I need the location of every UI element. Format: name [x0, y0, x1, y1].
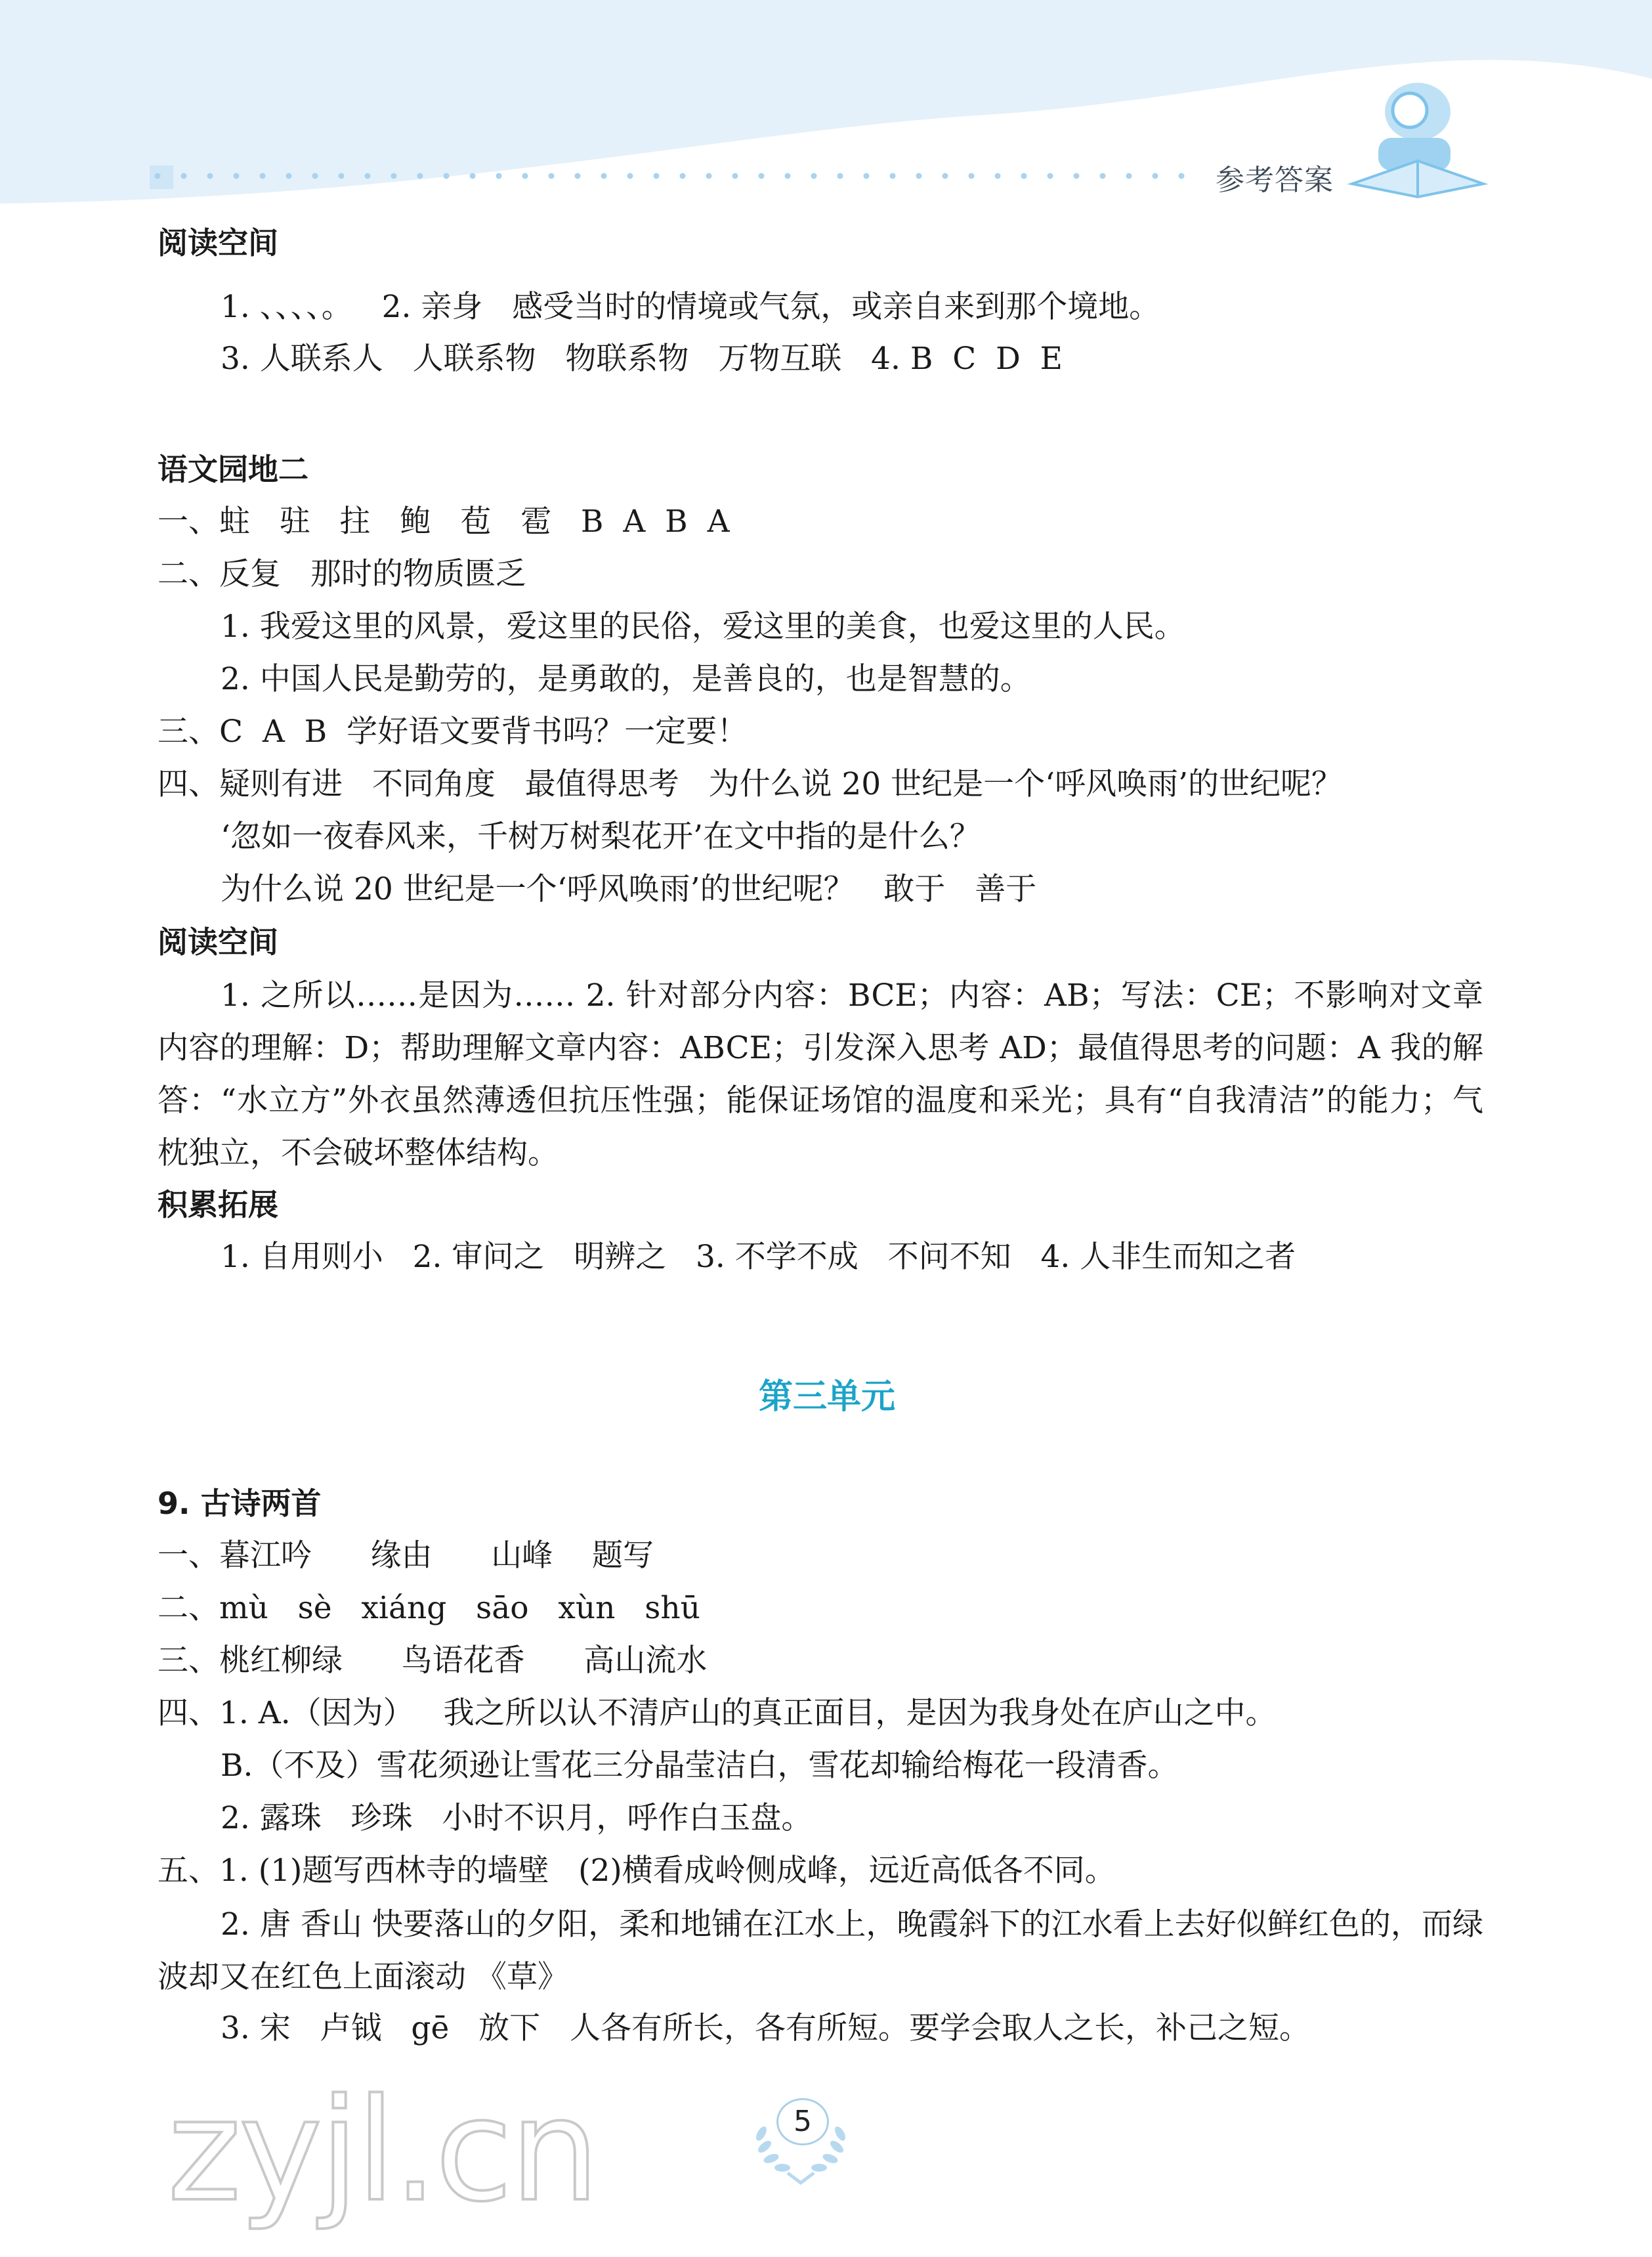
section-title: 语文园地二 [158, 452, 308, 487]
answer-line: 3. 宋 卢钺 gē 放下 人各有所长，各有所短。要学会取人之长，补己之短。 [221, 2010, 1310, 2046]
answer-line: 一、暮江吟 缘由 山峰 题写 [158, 1537, 654, 1574]
answer-line: 三、C A B 学好语文要背书吗？一定要！ [158, 714, 748, 750]
page-number: 5 [776, 2098, 829, 2145]
answer-paragraph: 2. 唐 香山 快要落山的夕阳，柔和地铺在江水上，晚霞斜下的江水看上去好似鲜红色的，而绿波却又在红色上面滚动 《草》 [158, 1906, 1483, 1995]
section-title: 9. 古诗两首 [158, 1486, 322, 1521]
answer-line: 五、1. (1)题写西林寺的墙壁 (2)横看成岭侧成峰，远近高低各不同。 [158, 1853, 1116, 1889]
answer-line: 2. 中国人民是勤劳的，是勇敢的，是善良的，也是智慧的。 [221, 661, 1031, 697]
answer-line: 二、反复 那时的物质匮乏 [158, 556, 526, 592]
header-label: 参考答案 [1216, 163, 1334, 197]
reading-child-mascot-icon [1339, 72, 1496, 204]
unit-title: 第三单元 [758, 1377, 895, 1417]
page-number-badge [735, 2088, 866, 2193]
answer-line: 1. 、、、、。 2. 亲身 感受当时的情境或气氛，或亲自来到那个境地。 [221, 289, 1160, 325]
answer-line: 1. 自用则小 2. 审问之 明辨之 3. 不学不成 不问不知 4. 人非生而知之者 [221, 1239, 1296, 1275]
answer-line: 3. 人联系人 人联系物 物联系物 万物互联 4. B C D E [221, 341, 1063, 377]
answer-line: ‘忽如一夜春风来，千树万树梨花开’在文中指的是什么？ [221, 819, 981, 855]
answer-line: B.（不及）雪花须逊让雪花三分晶莹洁白，雪花却输给梅花一段清香。 [221, 1748, 1179, 1784]
header-dotted-rule [154, 173, 1204, 179]
watermark: zyjl.cn [167, 2068, 597, 2233]
answer-line: 二、mù sè xiáng sāo xùn shū [158, 1590, 700, 1626]
answer-line: 2. 露珠 珍珠 小时不识月，呼作白玉盘。 [221, 1800, 813, 1836]
answer-line: 四、1. A.（因为） 我之所以认不清庐山的真正面目，是因为我身处在庐山之中。 [158, 1695, 1277, 1731]
section-title: 阅读空间 [158, 225, 278, 261]
answer-line: 三、桃红柳绿 鸟语花香 高山流水 [158, 1643, 708, 1679]
answer-line: 一、蛀 驻 拄 鲍 苞 雹 B A B A [158, 504, 730, 540]
section-title: 积累拓展 [158, 1187, 278, 1222]
answer-line: 四、疑则有进 不同角度 最值得思考 为什么说 20 世纪是一个‘呼风唤雨’的世纪呢？ [158, 766, 1343, 802]
section-title: 阅读空间 [158, 924, 278, 960]
answer-line: 1. 我爱这里的风景，爱这里的民俗，爱这里的美食，也爱这里的人民。 [221, 609, 1185, 645]
answer-line: 为什么说 20 世纪是一个‘呼风唤雨’的世纪呢？ 敢于 善于 [221, 871, 1037, 907]
answer-paragraph: 1. 之所以……是因为…… 2. 针对部分内容：BCE；内容：AB；写法：CE；不影响对文章内容的理解：D；帮助理解文章内容：ABCE；引发深入思考 AD；最值得思考的问题：A 我的解答：“水立方”外衣虽然薄透但抗压性强；能保证场馆的温度和采光；具有“自我清洁”的能力；气枕独立，不会破坏整体结构。 [158, 978, 1483, 1171]
